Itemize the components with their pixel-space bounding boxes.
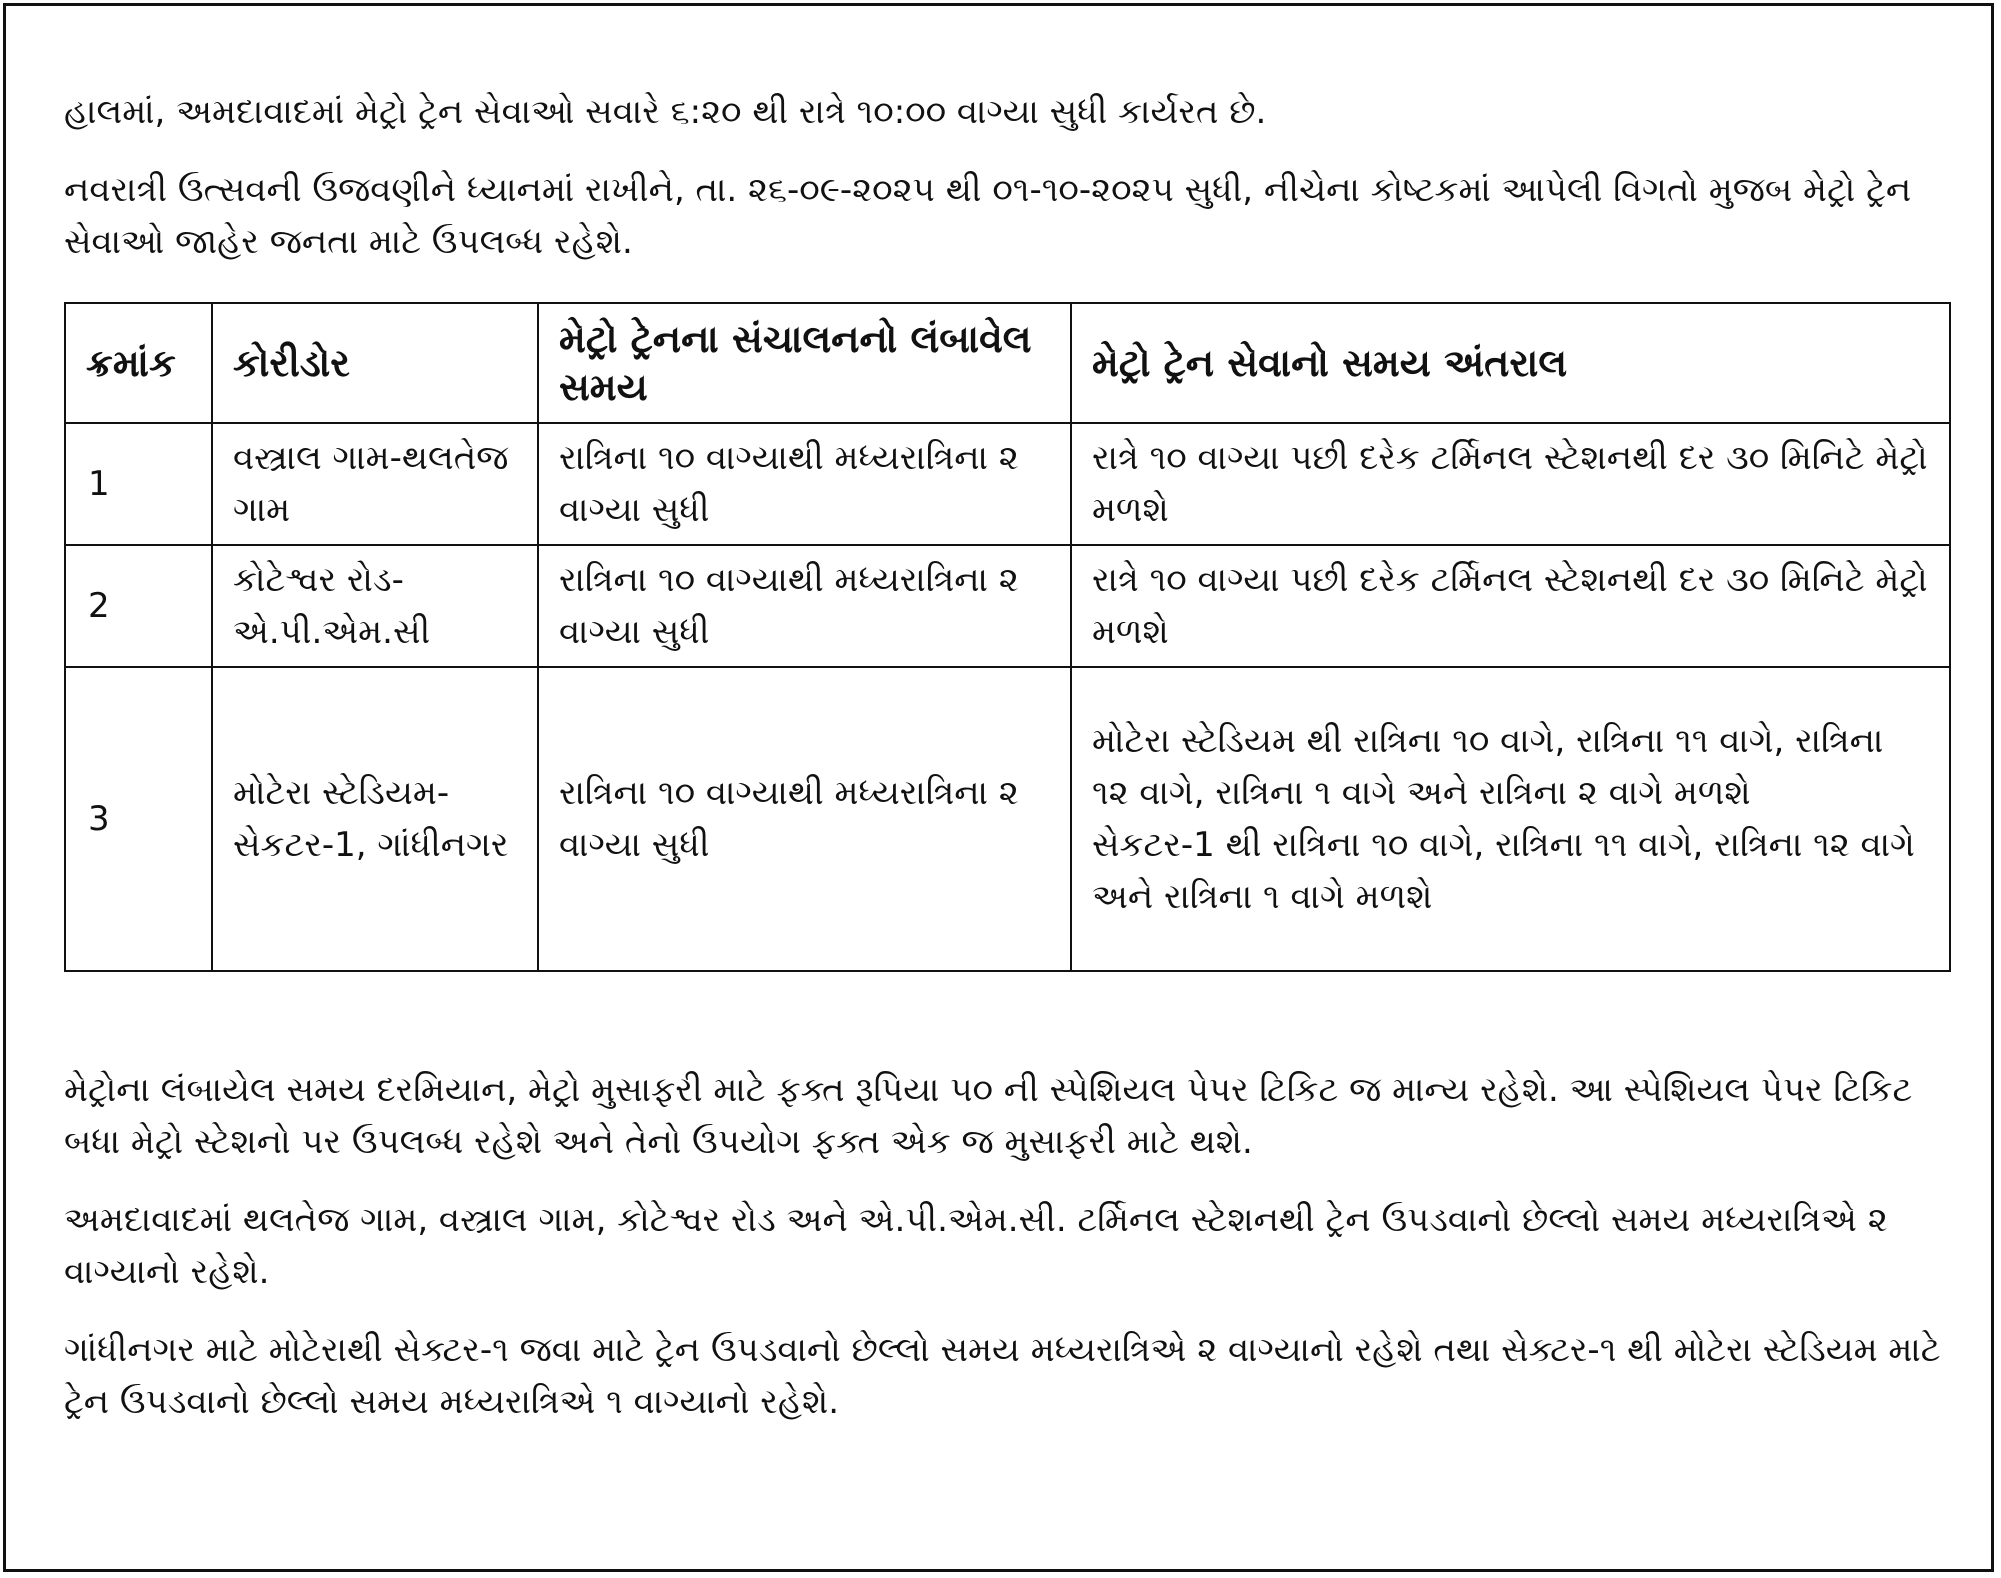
row-extended-time: રાત્રિના ૧૦ વાગ્યાથી મધ્યરાત્રિના ૨ વાગ્યા સુધી [538,545,1071,667]
table-row [65,545,1950,667]
note-special-paper-ticket: મેટ્રોના લંબાયેલ સમય દરમિયાન, મેટ્રો મુસાફરી માટે ફક્ત રૂપિયા ૫૦ ની સ્પેશિયલ પેપર ટિકિટ જ માન્ય રહેશે. આ સ્પેશિયલ પેપર ટિકિટ બધા મેટ્રો સ્ટેશનો પર ઉપલબ્ધ રહેશે અને તેનો ઉપયોગ ફક્ત એક જ મુસાફરી માટે થશે. [64,1070,1913,1162]
intro-paragraph-navratri: નવરાત્રી ઉત્સવની ઉજવણીને ધ્યાનમાં રાખીને, તા. ૨૬-૦૯-૨૦૨૫ થી ૦૧-૧૦-૨૦૨૫ સુધી, નીચેના કોષ્ટકમાં આપેલી વિગતો મુજબ મેટ્રો ટ્રેન સેવાઓ જાહેર જનતા માટે ઉપલબ્ધ રહેશે. [64,170,1912,262]
metro-schedule-table [64,302,1951,972]
row-serial-number: 1 [65,423,212,545]
row-corridor: કોટેશ્વર રોડ-એ.પી.એમ.સી [212,545,538,667]
document-content [64,86,1949,1428]
table-row [65,423,1950,545]
row-serial-number: 3 [65,667,212,971]
table-row [65,667,1950,971]
interval-line-motera: મોટેરા સ્ટેડિયમ થી રાત્રિના ૧૦ વાગે, રાત્રિના ૧૧ વાગે, રાત્રિના ૧૨ વાગે, રાત્રિના ૧ વાગે અને રાત્રિના ૨ વાગે મળશે [1092,721,1884,813]
header-extended-time: મેટ્રો ટ્રેનના સંચાલનનો લંબાવેલ સમય [538,303,1071,423]
row-serial-number: 2 [65,545,212,667]
row-extended-time: રાત્રિના ૧૦ વાગ્યાથી મધ્યરાત્રિના ૨ વાગ્યા સુધી [538,667,1071,971]
header-corridor: કોરીડોર [212,303,538,423]
header-service-interval: મેટ્રો ટ્રેન સેવાનો સમય અંતરાલ [1071,303,1950,423]
document-page [3,3,1994,1572]
row-extended-time: રાત્રિના ૧૦ વાગ્યાથી મધ્યરાત્રિના ૨ વાગ્યા સુધી [538,423,1071,545]
table-header-row [65,303,1950,423]
note-last-train-gandhinagar: ગાંધીનગર માટે મોટેરાથી સેક્ટર-૧ જવા માટે ટ્રેન ઉપડવાનો છેલ્લો સમય મધ્યરાત્રિએ ૨ વાગ્યાનો રહેશે તથા સેક્ટર-૧ થી મોટેરા સ્ટેડિયમ માટે ટ્રેન ઉપડવાનો છેલ્લો સમય મધ્યરાત્રિએ ૧ વાગ્યાનો રહેશે. [64,1330,1941,1422]
note-last-train-ahmedabad: અમદાવાદમાં થલતેજ ગામ, વસ્ત્રાલ ગામ, કોટેશ્વર રોડ અને એ.પી.એમ.સી. ટર્મિનલ સ્ટેશનથી ટ્રેન ઉપડવાનો છેલ્લો સમય મધ્યરાત્રિએ ૨ વાગ્યાનો રહેશે. [64,1200,1888,1292]
row-corridor: મોટેરા સ્ટેડિયમ-સેકટર-1, ગાંધીનગર [212,667,538,971]
interval-line: રાત્રે ૧૦ વાગ્યા પછી દરેક ટર્મિનલ સ્ટેશનથી દર ૩૦ મિનિટે મેટ્રો મળશે [1092,560,1928,652]
interval-line: રાત્રે ૧૦ વાગ્યા પછી દરેક ટર્મિનલ સ્ટેશનથી દર ૩૦ મિનિટે મેટ્રો મળશે [1092,438,1928,530]
header-serial-number: ક્રમાંક [65,303,212,423]
row-corridor: વસ્ત્રાલ ગામ-થલતેજ ગામ [212,423,538,545]
row-service-interval [1071,667,1950,971]
row-service-interval [1071,545,1950,667]
row-service-interval [1071,423,1950,545]
interval-line-sector-1: સેકટર-1 થી રાત્રિના ૧૦ વાગે, રાત્રિના ૧૧ વાગે, રાત્રિના ૧૨ વાગે અને રાત્રિના ૧ વાગે મળશે [1092,825,1915,917]
intro-paragraph-current-timing: હાલમાં, અમદાવાદમાં મેટ્રો ટ્રેન સેવાઓ સવારે ૬:૨૦ થી રાત્રે ૧૦:૦૦ વાગ્યા સુધી કાર્યરત છે. [64,92,1267,132]
